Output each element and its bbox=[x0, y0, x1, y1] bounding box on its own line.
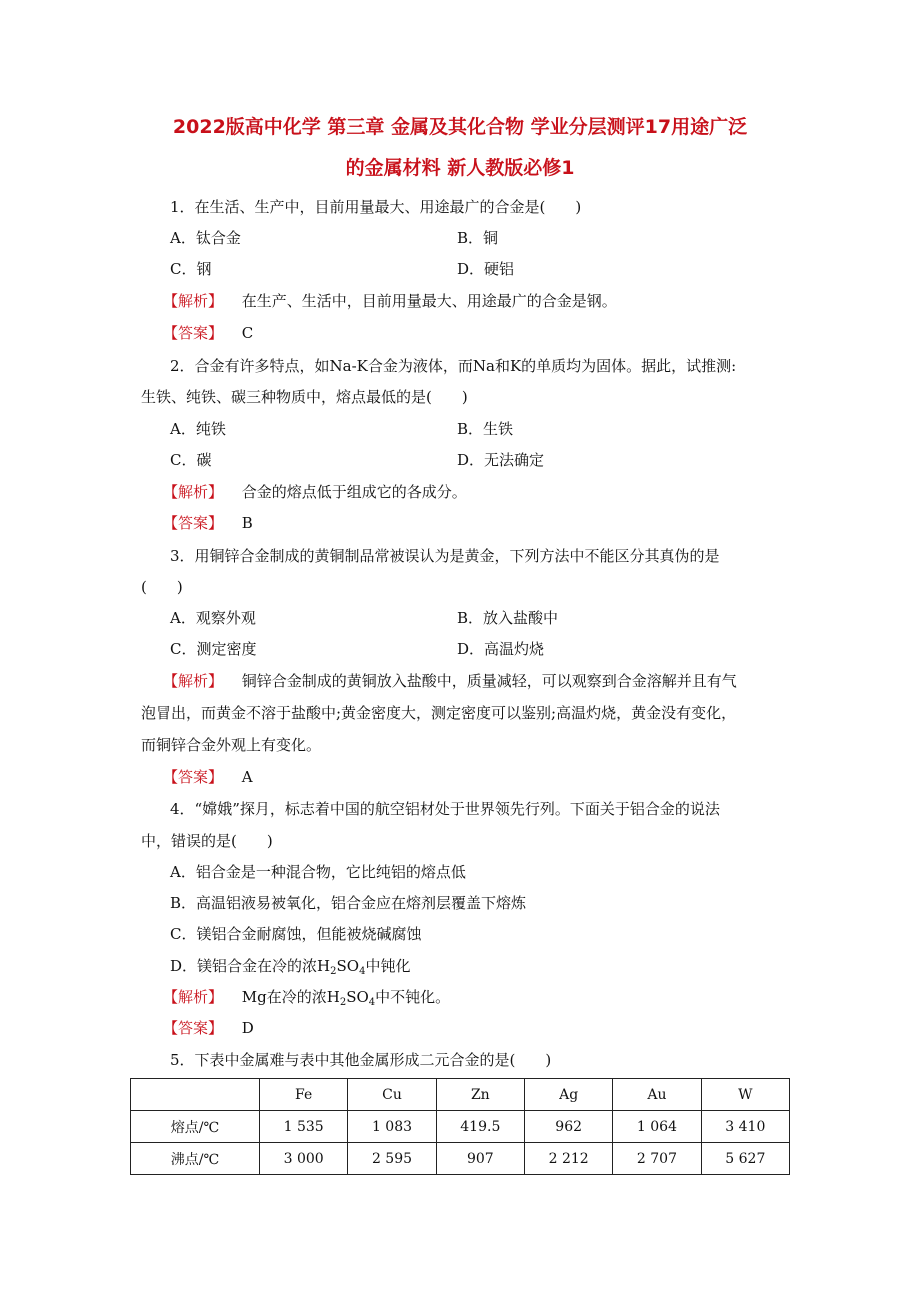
q2-stem-line-1: 2．合金有许多特点，如Na-K合金为液体，而Na和K的单质均为固体。据此，试推测: bbox=[170, 357, 737, 375]
q3-answer-value: A bbox=[241, 768, 253, 786]
table-header-cell: Ag bbox=[524, 1079, 612, 1111]
q3-option-a: A．观察外观 bbox=[170, 609, 256, 627]
table-header-cell: Fe bbox=[260, 1079, 348, 1111]
table-cell: 419.5 bbox=[436, 1111, 524, 1143]
q3-analysis-text-1: 铜锌合金制成的黄铜放入盐酸中，质量减轻，可以观察到合金溶解并且有气 bbox=[241, 672, 737, 690]
q4-analysis-text bbox=[228, 988, 450, 1006]
q1-stem: 1．在生活、生产中，目前用量最大、用途最广的合金是( ) bbox=[170, 198, 582, 216]
q1-option-d: D．硬铝 bbox=[457, 260, 515, 278]
analysis-tag: 【解析】 bbox=[163, 292, 224, 310]
analysis-tag: 【解析】 bbox=[163, 988, 224, 1006]
analysis-tag: 【解析】 bbox=[163, 483, 224, 501]
q4-analysis-formula: SO bbox=[346, 988, 369, 1006]
table-row bbox=[131, 1111, 790, 1143]
q2-answer-value: B bbox=[241, 514, 253, 532]
answer-tag: 【答案】 bbox=[163, 768, 224, 786]
q3-analysis-line-1 bbox=[163, 670, 737, 692]
q1-analysis-text: 在生产、生活中，目前用量最大、用途最广的合金是钢。 bbox=[241, 292, 617, 310]
q4-stem-line-1: 4．“嫦娥”探月，标志着中国的航空铝材处于世界领先行列。下面关于铝合金的说法 bbox=[170, 800, 720, 818]
analysis-tag: 【解析】 bbox=[163, 672, 224, 690]
q3-option-c: C．测定密度 bbox=[170, 640, 257, 658]
table-header-cell: Cu bbox=[348, 1079, 436, 1111]
table-cell: 1 535 bbox=[260, 1111, 348, 1143]
q2-answer bbox=[163, 512, 253, 534]
q3-answer bbox=[163, 766, 253, 788]
q4-option-c: C．镁铝合金耐腐蚀，但能被烧碱腐蚀 bbox=[170, 925, 422, 943]
metal-properties-table bbox=[130, 1078, 790, 1175]
q2-option-a: A．纯铁 bbox=[170, 420, 226, 438]
table-row-label: 熔点/℃ bbox=[131, 1111, 260, 1143]
table-header-cell bbox=[131, 1079, 260, 1111]
subscript: 4 bbox=[368, 997, 376, 1008]
table-cell: 1 083 bbox=[348, 1111, 436, 1143]
q1-answer-value: C bbox=[241, 324, 254, 342]
table-cell: 3 000 bbox=[260, 1143, 348, 1175]
table-header-cell: W bbox=[701, 1079, 789, 1111]
document-title-line-1: 2022版高中化学 第三章 金属及其化合物 学业分层测评17用途广泛 bbox=[172, 116, 748, 138]
q2-analysis bbox=[163, 481, 467, 503]
table-cell: 5 627 bbox=[701, 1143, 789, 1175]
q4-stem-line-2: 中，错误的是( ) bbox=[141, 832, 273, 850]
q3-stem-line-1: 3．用铜锌合金制成的黄铜制品常被误认为是黄金，下列方法中不能区分其真伪的是 bbox=[170, 547, 720, 565]
q4-answer-value: D bbox=[241, 1019, 254, 1037]
subscript: 4 bbox=[359, 966, 366, 977]
q1-analysis bbox=[163, 290, 617, 312]
q4-option-d-formula: SO bbox=[336, 957, 360, 975]
q4-option-a: A．铝合金是一种混合物，它比纯铝的熔点低 bbox=[170, 863, 466, 881]
q1-answer bbox=[163, 322, 253, 344]
table-cell: 907 bbox=[436, 1143, 524, 1175]
q5-stem: 5．下表中金属难与表中其他金属形成二元合金的是( ) bbox=[170, 1051, 552, 1069]
q2-option-d: D．无法确定 bbox=[457, 451, 545, 469]
q3-option-b: B．放入盐酸中 bbox=[457, 609, 559, 627]
table-cell: 2 595 bbox=[348, 1143, 436, 1175]
table-header-cell: Zn bbox=[436, 1079, 524, 1111]
table-row-label: 沸点/℃ bbox=[131, 1143, 260, 1175]
q4-answer bbox=[163, 1017, 254, 1039]
q3-analysis-line-3: 而铜锌合金外观上有变化。 bbox=[141, 736, 322, 754]
table-cell: 2 212 bbox=[524, 1143, 612, 1175]
subscript: 2 bbox=[330, 966, 337, 977]
q4-option-d-text-end: 中钝化 bbox=[365, 957, 411, 975]
table-row bbox=[131, 1143, 790, 1175]
q4-analysis-text-start: Mg在冷的浓H bbox=[241, 988, 340, 1006]
q1-option-c: C．钢 bbox=[170, 260, 212, 278]
q4-option-d bbox=[170, 955, 410, 977]
table-cell: 1 064 bbox=[613, 1111, 701, 1143]
q3-analysis-line-2: 泡冒出，而黄金不溶于盐酸中;黄金密度大，测定密度可以鉴别;高温灼烧，黄金没有变化， bbox=[141, 704, 737, 722]
subscript: 2 bbox=[339, 997, 347, 1008]
q3-stem-line-2: ( ) bbox=[141, 578, 183, 596]
q2-option-b: B．生铁 bbox=[457, 420, 514, 438]
table-cell: 2 707 bbox=[613, 1143, 701, 1175]
table-header-cell: Au bbox=[613, 1079, 701, 1111]
q4-analysis bbox=[163, 986, 450, 1008]
table-header-row bbox=[131, 1079, 790, 1111]
q4-option-d-text: D．镁铝合金在冷的浓H bbox=[170, 957, 331, 975]
answer-tag: 【答案】 bbox=[163, 1019, 224, 1037]
table-cell: 962 bbox=[524, 1111, 612, 1143]
q2-option-c: C．碳 bbox=[170, 451, 212, 469]
answer-tag: 【答案】 bbox=[163, 514, 224, 532]
q1-option-a: A．钛合金 bbox=[170, 229, 241, 247]
q1-option-b: B．铜 bbox=[457, 229, 499, 247]
answer-tag: 【答案】 bbox=[163, 324, 224, 342]
q3-option-d: D．高温灼烧 bbox=[457, 640, 545, 658]
q2-stem-line-2: 生铁、纯铁、碳三种物质中，熔点最低的是( ) bbox=[141, 388, 468, 406]
q4-analysis-text-end: 中不钝化。 bbox=[375, 988, 451, 1006]
table-cell: 3 410 bbox=[701, 1111, 789, 1143]
q2-analysis-text: 合金的熔点低于组成它的各成分。 bbox=[241, 483, 467, 501]
document-title-line-2: 的金属材料 新人教版必修1 bbox=[345, 157, 575, 179]
q4-option-b: B．高温铝液易被氧化，铝合金应在熔剂层覆盖下熔炼 bbox=[170, 894, 527, 912]
